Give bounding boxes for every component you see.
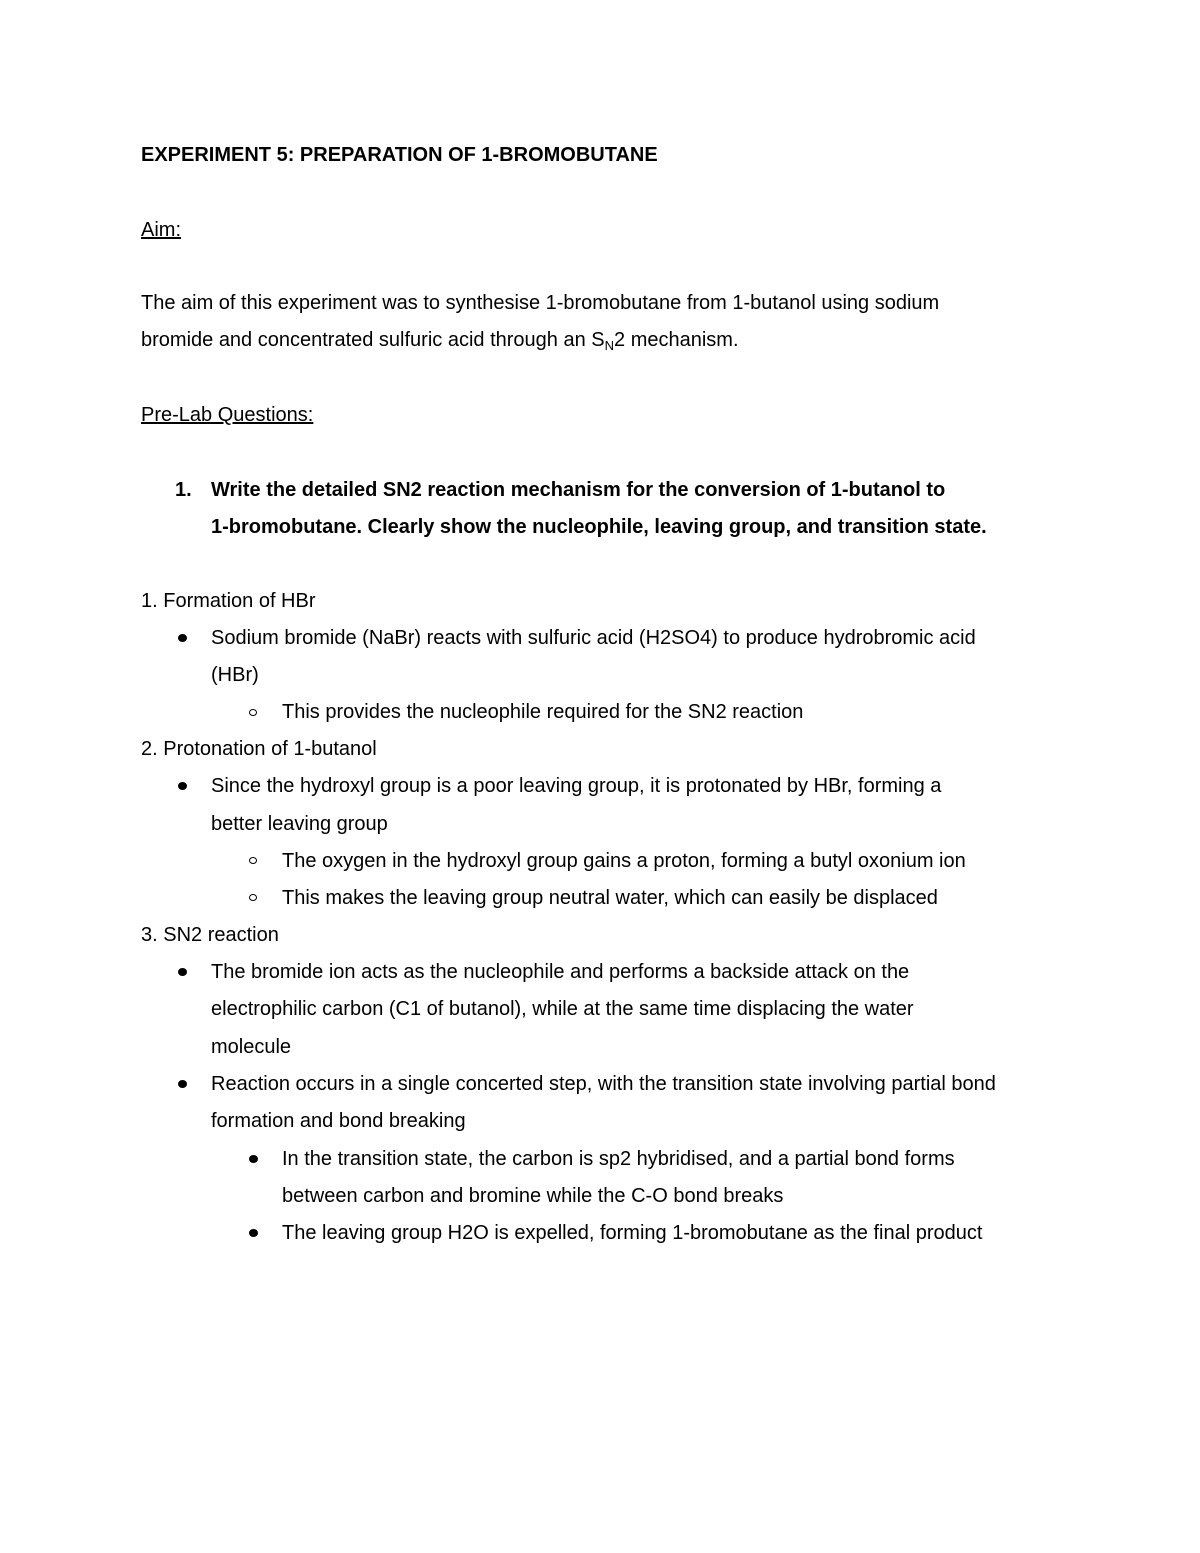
step-3-sub-bullet-1-line-1: In the transition state, the carbon is sp2 hybridised, and a partial bond forms [282, 1148, 955, 1170]
step-2-bullet-1-line-1: Since the hydroxyl group is a poor leaving group, it is protonated by HBr, forming a [211, 775, 942, 797]
step-3-sub-bullet-2: The leaving group H2O is expelled, forming 1-bromobutane as the final product [282, 1222, 983, 1244]
bullet-icon [178, 968, 187, 976]
question-line-1: Write the detailed SN2 reaction mechanism for the conversion of 1-butanol to [211, 479, 946, 501]
step-3-bullet-1-line-3: molecule [211, 1036, 292, 1058]
step-1-heading: 1. Formation of HBr [141, 590, 316, 612]
aim-text-line-1: The aim of this experiment was to synthesise 1-bromobutane from 1-butanol using sodium [141, 292, 940, 314]
aim-text-line-2 [141, 328, 739, 352]
document-title: EXPERIMENT 5: PREPARATION OF 1-BROMOBUTANE [141, 144, 658, 166]
step-2-heading: 2. Protonation of 1-butanol [141, 738, 377, 760]
question-line-2: 1-bromobutane. Clearly show the nucleophile, leaving group, and transition state. [211, 516, 987, 538]
prelab-heading: Pre-Lab Questions: [141, 404, 314, 426]
step-2-sub-bullet-1: The oxygen in the hydroxyl group gains a proton, forming a butyl oxonium ion [282, 850, 966, 872]
step-3-bullet-2-line-1: Reaction occurs in a single concerted step, with the transition state involving partial bond [211, 1073, 996, 1095]
bullet-icon [178, 1080, 187, 1088]
hollow-bullet-icon [249, 857, 257, 864]
step-3-heading: 3. SN2 reaction [141, 924, 279, 946]
hollow-bullet-icon [249, 709, 257, 716]
bullet-icon [178, 634, 187, 642]
aim-text-part: 2 mechanism. [614, 329, 739, 351]
hollow-bullet-icon [249, 894, 257, 901]
bullet-icon [249, 1229, 258, 1237]
step-2-bullet-1-line-2: better leaving group [211, 813, 388, 835]
aim-heading: Aim: [141, 219, 181, 241]
step-3-bullet-1-line-1: The bromide ion acts as the nucleophile and performs a backside attack on the [211, 961, 910, 983]
subscript-n: N [604, 338, 615, 353]
question-number: 1. [175, 479, 192, 501]
step-1-bullet-1-line-2: (HBr) [211, 664, 259, 686]
step-3-bullet-2-line-2: formation and bond breaking [211, 1110, 466, 1132]
step-3-bullet-1-line-2: electrophilic carbon (C1 of butanol), while at the same time displacing the water [211, 998, 914, 1020]
bullet-icon [178, 782, 187, 790]
step-1-sub-bullet-1: This provides the nucleophile required for the SN2 reaction [282, 701, 804, 723]
step-3-sub-bullet-1-line-2: between carbon and bromine while the C-O bond breaks [282, 1185, 784, 1207]
bullet-icon [249, 1155, 258, 1163]
step-2-sub-bullet-2: This makes the leaving group neutral water, which can easily be displaced [282, 887, 938, 909]
aim-text-part: bromide and concentrated sulfuric acid through an S [141, 329, 605, 351]
step-1-bullet-1-line-1: Sodium bromide (NaBr) reacts with sulfuric acid (H2SO4) to produce hydrobromic acid [211, 627, 976, 649]
